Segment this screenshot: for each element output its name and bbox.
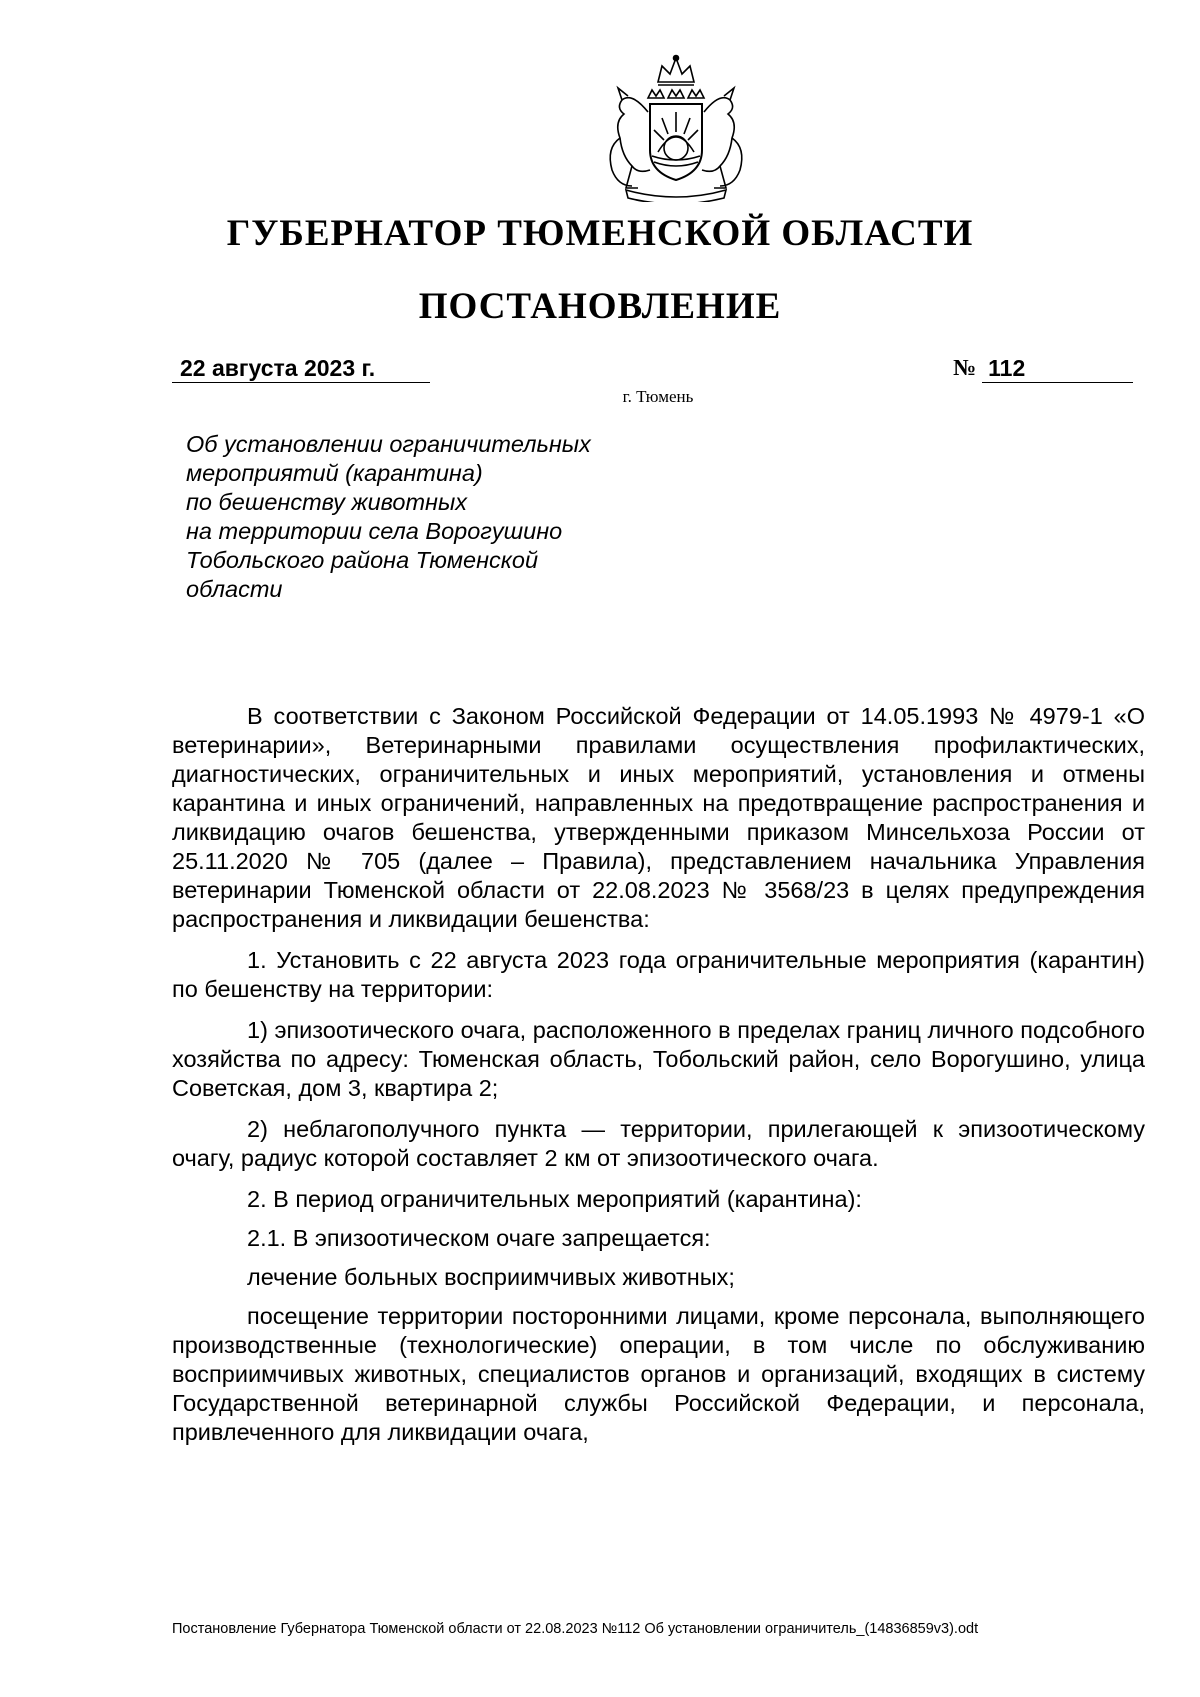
number-sign: № [953, 355, 977, 380]
body-paragraph: лечение больных восприимчивых животных; [247, 1264, 735, 1290]
body-paragraph: В соответствии с Законом Российской Федерации от 14.05.1993 № 4979-1 «О ветеринарии», Ветеринарными правилами осуществления профилактических, диагностических, ограничительных и иных мероприятий, установления и отмены карантина и иных ограничений, направленных на предотвращение распространения и ликвидацию очагов бешенства, утвержденными приказом Минсельхоза России от 25.11.2020 № 705 (далее – Правила), представлением начальника Управления ветеринарии Тюменской области от 22.08.2023 № 3568/23 в целях предупреждения распространения и ликвидации бешенства: [172, 703, 1145, 932]
document-number: 112 [982, 354, 1133, 383]
body-paragraph: 1. Установить с 22 августа 2023 года ограничительные мероприятия (карантин) по бешенству на территории: [172, 947, 1145, 1002]
title-line: Об установлении ограничительных [186, 431, 591, 457]
document-number-block [953, 354, 1133, 383]
title-line: на территории села Ворогушино [186, 518, 563, 544]
body-paragraph: посещение территории посторонними лицами, кроме персонала, выполняющего производственные (технологические) операции, в том числе по обслуживанию восприимчивых животных, специалистов органов и организаций, входящих в систему Государственной ветеринарной службы Российской Федерации, и персонала, привлеченного для ликвидации очага, [172, 1303, 1145, 1445]
page-footer: Постановление Губернатора Тюменской области от 22.08.2023 №112 Об установлении ограничитель_(14836859v3).odt [172, 1621, 979, 1637]
body-paragraph: 2.1. В эпизоотическом очаге запрещается: [247, 1225, 711, 1251]
document-body [172, 702, 1145, 1459]
document-date: 22 августа 2023 г. [172, 354, 430, 383]
title-line: по бешенству животных [186, 489, 468, 515]
body-paragraph: 2. В период ограничительных мероприятий (карантина): [247, 1186, 862, 1212]
document-title [186, 430, 706, 604]
title-line: мероприятий (карантина) [186, 460, 483, 486]
document-type-heading: ПОСТАНОВЛЕНИЕ [418, 286, 782, 327]
body-paragraph: 2) неблагополучного пункта — территории, прилегающей к эпизоотическому очагу, радиус которой составляет 2 км от эпизоотического очага. [172, 1116, 1145, 1171]
tyumen-oblast-coat-of-arms-icon [592, 52, 760, 202]
authority-heading: ГУБЕРНАТОР ТЮМЕНСКОЙ ОБЛАСТИ [226, 213, 974, 254]
body-paragraph: 1) эпизоотического очага, расположенного в пределах границ личного подсобного хозяйства по адресу: Тюменская область, Тобольский район, село Ворогушино, улица Советская, дом 3, квартира 2; [172, 1017, 1145, 1101]
title-line: Тобольского района Тюменской [186, 547, 539, 573]
title-line: области [186, 576, 283, 602]
document-city: г. Тюмень [622, 387, 694, 406]
